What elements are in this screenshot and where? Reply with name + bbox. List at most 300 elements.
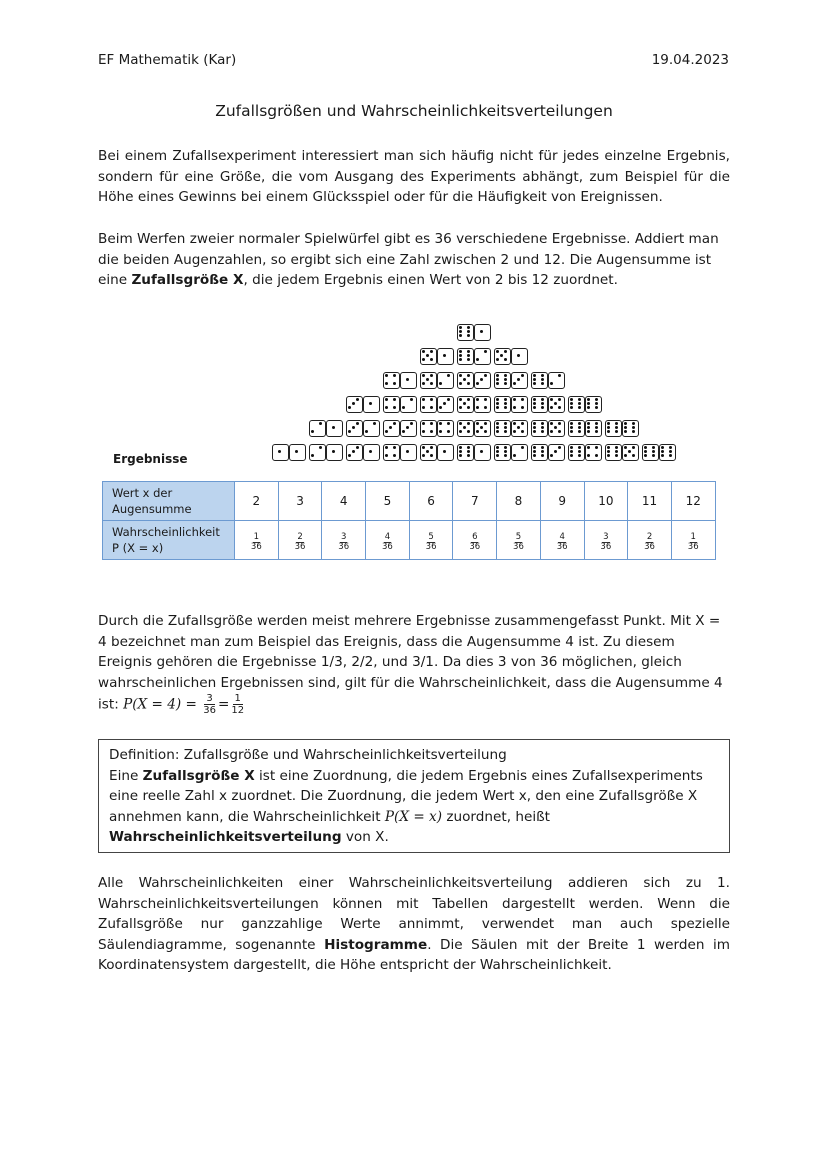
die-icon: [420, 444, 437, 461]
prob-denominator: 36: [469, 542, 481, 552]
die-pip: [439, 382, 442, 385]
die-pip: [459, 330, 462, 333]
die-icon: [474, 372, 491, 389]
die-pip: [410, 398, 413, 401]
die-pip: [578, 430, 581, 433]
die-icon: [605, 420, 622, 437]
value-cell: 9: [540, 482, 584, 521]
die-pip: [467, 450, 470, 453]
die-icon: [511, 444, 528, 461]
die-pip: [385, 406, 388, 409]
die-pip: [587, 454, 590, 457]
die-pip: [311, 430, 314, 433]
dice-pair: [383, 396, 417, 413]
die-pip: [422, 398, 425, 401]
die-pip: [389, 426, 392, 429]
die-pip: [652, 446, 655, 449]
die-pip: [513, 430, 516, 433]
formula-prefix: ist:: [98, 696, 124, 713]
dice-paragraph-text-1: Beim Werfen zweier normaler Spielwürfel gibt es 36 verschiedene Ergebnisse. Addiert man die beiden Augenzahlen, so ergibt sich eine Zahl zwischen 2 und 12. Die Augensumme ist eine: [98, 231, 719, 288]
die-icon: [400, 372, 417, 389]
die-pip: [430, 374, 433, 377]
die-pip: [459, 358, 462, 361]
die-pip: [443, 450, 446, 453]
die-pip: [319, 446, 322, 449]
die-pip: [447, 374, 450, 377]
prob-numerator: 2: [646, 532, 653, 542]
die-pip: [430, 358, 433, 361]
die-pip: [517, 354, 520, 357]
dice-pair: [531, 444, 565, 461]
die-icon: [494, 420, 511, 437]
die-pip: [463, 426, 466, 429]
dice-pair: [457, 372, 491, 389]
die-pip: [578, 454, 581, 457]
probability-cell: [453, 521, 497, 560]
die-pip: [467, 382, 470, 385]
die-pip: [533, 378, 536, 381]
die-pip: [484, 350, 487, 353]
probability-cell: [235, 521, 279, 560]
die-pip: [422, 406, 425, 409]
die-pip: [570, 406, 573, 409]
fraction-3-36: [203, 693, 216, 716]
die-pip: [422, 350, 425, 353]
fraction-denominator: 36: [203, 705, 216, 716]
die-pip: [496, 426, 499, 429]
die-pip: [476, 358, 479, 361]
die-pip: [459, 430, 462, 433]
die-pip: [587, 430, 590, 433]
dice-paragraph-text-2: , die jedem Ergebnis einen Wert von 2 bis 12 zuordnet.: [243, 272, 618, 288]
die-icon: [568, 420, 585, 437]
die-pip: [459, 450, 462, 453]
die-icon: [420, 348, 437, 365]
die-pip: [521, 446, 524, 449]
die-pip: [385, 398, 388, 401]
die-icon: [659, 444, 676, 461]
die-pip: [607, 422, 610, 425]
die-pip: [541, 374, 544, 377]
die-pip: [570, 446, 573, 449]
dice-row: [457, 324, 494, 341]
dice-row: [272, 444, 679, 461]
definition-text-1: Eine: [109, 767, 143, 784]
die-pip: [632, 422, 635, 425]
die-pip: [422, 382, 425, 385]
die-icon: [474, 420, 491, 437]
intro-paragraph: Bei einem Zufallsexperiment interessiert man sich häufig nicht für jedes einzelne Ergebnis, sondern für eine Größe, die vom Ausgang des Experiments abhängt, zum Beispiel für die Höhe eines Gewinns bei einem Glücksspiel oder für die Häufigkeit von Ereignissen.: [98, 148, 730, 205]
die-pip: [365, 430, 368, 433]
die-pip: [459, 374, 462, 377]
die-pip: [484, 422, 487, 425]
dice-pair: [494, 444, 528, 461]
dice-pair: [420, 396, 454, 413]
die-pip: [504, 454, 507, 457]
die-pip: [541, 446, 544, 449]
die-pip: [513, 406, 516, 409]
example-paragraph-text: Durch die Zufallsgröße werden meist mehrere Ergebnisse zusammengefasst Punkt. Mit X = 4 bezeichnet man zum Beispiel das Ereignis, dass die Augensumme 4 ist. Zu diesem Ereignis gehören die Ergebnisse 1/3, 2/2, und 3/1. Da dies 3 von 36 möglichen, gleich wahrscheinlichen Ergebnissen sind, gilt für die Wahrscheinlichkeit, dass die Augensumme 4: [98, 613, 723, 691]
course-header: EF Mathematik (Kar): [98, 52, 237, 68]
die-pip: [517, 378, 520, 381]
value-cell: 3: [278, 482, 322, 521]
die-pip: [439, 430, 442, 433]
die-icon: [272, 444, 289, 461]
value-cell: 6: [409, 482, 453, 521]
die-pip: [578, 402, 581, 405]
die-pip: [504, 450, 507, 453]
die-pip: [669, 450, 672, 453]
die-pip: [393, 446, 396, 449]
page-title: Zufallsgrößen und Wahrscheinlichkeitsverteilungen: [215, 102, 613, 120]
die-pip: [430, 350, 433, 353]
die-icon: [474, 324, 491, 341]
dice-paragraph-bold: Zufallsgröße X: [131, 272, 244, 288]
die-icon: [622, 420, 639, 437]
dice-pair: [568, 444, 602, 461]
die-icon: [457, 372, 474, 389]
die-pip: [467, 446, 470, 449]
die-pip: [459, 454, 462, 457]
die-pip: [459, 446, 462, 449]
die-pip: [607, 446, 610, 449]
die-pip: [558, 398, 561, 401]
die-pip: [558, 430, 561, 433]
die-pip: [504, 422, 507, 425]
die-pip: [595, 402, 598, 405]
value-cell: 11: [628, 482, 672, 521]
die-pip: [578, 406, 581, 409]
die-icon: [437, 396, 454, 413]
dice-row: [346, 396, 605, 413]
die-pip: [480, 378, 483, 381]
die-pip: [513, 454, 516, 457]
die-pip: [459, 398, 462, 401]
prob-denominator: 36: [425, 542, 437, 552]
die-pip: [624, 430, 627, 433]
die-pip: [348, 406, 351, 409]
die-pip: [504, 426, 507, 429]
die-pip: [587, 426, 590, 429]
die-pip: [463, 378, 466, 381]
die-pip: [550, 406, 553, 409]
die-pip: [578, 422, 581, 425]
die-icon: [363, 420, 380, 437]
die-pip: [476, 430, 479, 433]
die-pip: [447, 422, 450, 425]
dice-pair: [346, 396, 380, 413]
value-row: [103, 482, 716, 521]
die-icon: [457, 348, 474, 365]
die-pip: [533, 430, 536, 433]
value-row-label-line2: Augensumme: [112, 502, 192, 516]
die-pip: [311, 454, 314, 457]
die-pip: [615, 450, 618, 453]
die-pip: [480, 426, 483, 429]
die-pip: [393, 454, 396, 457]
probability-cell: [497, 521, 541, 560]
die-pip: [393, 422, 396, 425]
die-pip: [430, 406, 433, 409]
prob-numerator: 6: [472, 532, 478, 542]
die-pip: [467, 334, 470, 337]
die-icon: [585, 444, 602, 461]
closing-text-1: Alle Wahrscheinlichkeiten einer Wahrscheinlichkeitsverteilung addieren sich zu 1. Wahrscheinlichkeitsverteilungen können mit Tabellen dargestellt werden. Wenn die Zufallsgröße nur ganzzahlige Werte annimmt, verwendet man auch spezielle Säulendiagramme, sogenannte: [98, 875, 730, 953]
die-pip: [513, 398, 516, 401]
die-pip: [402, 406, 405, 409]
die-pip: [533, 426, 536, 429]
die-pip: [426, 354, 429, 357]
dice-pair: [346, 420, 380, 437]
die-pip: [430, 430, 433, 433]
die-pip: [533, 402, 536, 405]
die-icon: [437, 444, 454, 461]
dice-pair: [531, 396, 565, 413]
die-pip: [295, 450, 298, 453]
die-pip: [504, 350, 507, 353]
dice-pair: [494, 396, 528, 413]
die-icon: [568, 396, 585, 413]
die-icon: [568, 444, 585, 461]
die-pip: [496, 450, 499, 453]
probability-table: [102, 481, 716, 560]
dice-pair: [457, 348, 491, 365]
die-pip: [426, 450, 429, 453]
die-pip: [595, 454, 598, 457]
die-pip: [521, 430, 524, 433]
probability-row: [103, 521, 716, 560]
prob-denominator: 36: [294, 542, 306, 552]
die-pip: [459, 326, 462, 329]
die-pip: [533, 398, 536, 401]
die-icon: [511, 372, 528, 389]
die-pip: [624, 454, 627, 457]
die-pip: [402, 430, 405, 433]
die-pip: [422, 374, 425, 377]
die-pip: [459, 382, 462, 385]
fraction-numerator: 3: [206, 693, 213, 704]
die-icon: [437, 348, 454, 365]
prob-numerator: 1: [690, 532, 696, 542]
die-pip: [615, 454, 618, 457]
die-pip: [504, 374, 507, 377]
dice-row: [309, 420, 642, 437]
die-pip: [467, 406, 470, 409]
die-pip: [459, 406, 462, 409]
die-pip: [459, 350, 462, 353]
prob-numerator: 1: [253, 532, 260, 542]
die-pip: [558, 422, 561, 425]
dice-pair: [309, 420, 343, 437]
die-pip: [587, 446, 590, 449]
die-pip: [587, 402, 590, 405]
dice-pair: [383, 444, 417, 461]
die-pip: [541, 378, 544, 381]
die-icon: [457, 324, 474, 341]
die-icon: [457, 420, 474, 437]
die-pip: [496, 358, 499, 361]
die-pip: [430, 454, 433, 457]
die-icon: [474, 444, 491, 461]
die-pip: [504, 402, 507, 405]
dice-pair: [494, 348, 528, 365]
die-pip: [541, 402, 544, 405]
value-cell: 7: [453, 482, 497, 521]
die-pip: [476, 406, 479, 409]
die-pip: [533, 422, 536, 425]
die-pip: [496, 422, 499, 425]
die-pip: [550, 454, 553, 457]
die-pip: [628, 450, 631, 453]
die-pip: [467, 422, 470, 425]
ergebnisse-label: Ergebnisse: [113, 452, 188, 466]
dice-pair: [642, 444, 676, 461]
prob-numerator: 5: [515, 532, 522, 542]
die-icon: [494, 348, 511, 365]
die-pip: [533, 454, 536, 457]
die-pip: [554, 450, 557, 453]
die-pip: [669, 454, 672, 457]
die-pip: [652, 454, 655, 457]
prob-denominator: 36: [250, 542, 262, 552]
die-pip: [541, 398, 544, 401]
die-pip: [496, 382, 499, 385]
die-pip: [406, 378, 409, 381]
die-pip: [615, 430, 618, 433]
probability-cell: [322, 521, 366, 560]
definition-text-4: von X.: [341, 829, 389, 845]
die-pip: [496, 374, 499, 377]
value-cell: 8: [497, 482, 541, 521]
die-icon: [383, 420, 400, 437]
dice-pair: [272, 444, 306, 461]
die-icon: [383, 372, 400, 389]
die-pip: [533, 374, 536, 377]
die-pip: [558, 374, 561, 377]
die-icon: [289, 444, 306, 461]
die-icon: [420, 420, 437, 437]
die-icon: [511, 348, 528, 365]
die-pip: [459, 354, 462, 357]
die-pip: [467, 326, 470, 329]
die-pip: [669, 446, 672, 449]
die-pip: [356, 422, 359, 425]
die-pip: [476, 422, 479, 425]
fraction-1-12: [231, 693, 244, 716]
die-pip: [484, 374, 487, 377]
die-pip: [422, 446, 425, 449]
definition-formula: P(X = x): [384, 808, 443, 825]
die-pip: [587, 422, 590, 425]
die-icon: [511, 420, 528, 437]
die-icon: [622, 444, 639, 461]
die-pip: [422, 454, 425, 457]
die-pip: [615, 422, 618, 425]
dice-pair: [605, 420, 639, 437]
prob-denominator: 36: [338, 542, 350, 552]
die-pip: [385, 430, 388, 433]
definition-heading: Definition: Zufallsgröße und Wahrscheinlichkeitsverteilung: [109, 747, 507, 763]
die-pip: [467, 354, 470, 357]
prob-denominator: 36: [644, 542, 655, 552]
value-cell: 4: [322, 482, 366, 521]
die-icon: [585, 420, 602, 437]
die-pip: [541, 382, 544, 385]
dice-pair: [605, 444, 639, 461]
dice-pair: [568, 396, 602, 413]
definition-bold-1: Zufallsgröße X: [142, 767, 255, 784]
die-pip: [570, 426, 573, 429]
die-pip: [348, 430, 351, 433]
die-pip: [439, 406, 442, 409]
die-pip: [624, 422, 627, 425]
die-pip: [550, 398, 553, 401]
dice-pair: [457, 444, 491, 461]
die-icon: [420, 372, 437, 389]
die-pip: [348, 454, 351, 457]
die-pip: [541, 454, 544, 457]
die-pip: [352, 426, 355, 429]
die-pip: [587, 406, 590, 409]
value-cell: 12: [671, 482, 715, 521]
dice-pair: [383, 420, 417, 437]
die-pip: [393, 406, 396, 409]
closing-bold: Histogramme: [324, 936, 428, 953]
die-pip: [332, 450, 335, 453]
die-pip: [385, 446, 388, 449]
die-pip: [587, 398, 590, 401]
die-pip: [332, 426, 335, 429]
closing-paragraph: [98, 873, 730, 976]
die-icon: [383, 444, 400, 461]
die-icon: [437, 420, 454, 437]
die-icon: [400, 420, 417, 437]
die-pip: [393, 374, 396, 377]
die-pip: [644, 446, 647, 449]
die-pip: [578, 450, 581, 453]
die-pip: [484, 406, 487, 409]
die-icon: [531, 444, 548, 461]
value-row-label-line1: Wert x der: [112, 486, 173, 500]
die-icon: [531, 396, 548, 413]
fraction-denominator: 12: [231, 705, 245, 716]
dice-pair: [457, 420, 491, 437]
die-pip: [496, 398, 499, 401]
die-pip: [459, 422, 462, 425]
die-pip: [533, 446, 536, 449]
die-pip: [570, 450, 573, 453]
value-row-header: [103, 482, 235, 521]
die-pip: [624, 446, 627, 449]
die-pip: [406, 426, 409, 429]
die-pip: [661, 454, 664, 457]
die-pip: [385, 454, 388, 457]
die-pip: [480, 450, 483, 453]
prob-numerator: 4: [559, 532, 565, 542]
die-pip: [541, 430, 544, 433]
die-pip: [426, 378, 429, 381]
probability-cell: [409, 521, 453, 560]
die-pip: [632, 454, 635, 457]
die-pip: [550, 430, 553, 433]
die-pip: [385, 382, 388, 385]
dice-row: [383, 372, 568, 389]
die-pip: [624, 426, 627, 429]
die-pip: [607, 454, 610, 457]
dice-pair: [420, 348, 454, 365]
die-pip: [476, 398, 479, 401]
example-paragraph: [98, 611, 730, 716]
